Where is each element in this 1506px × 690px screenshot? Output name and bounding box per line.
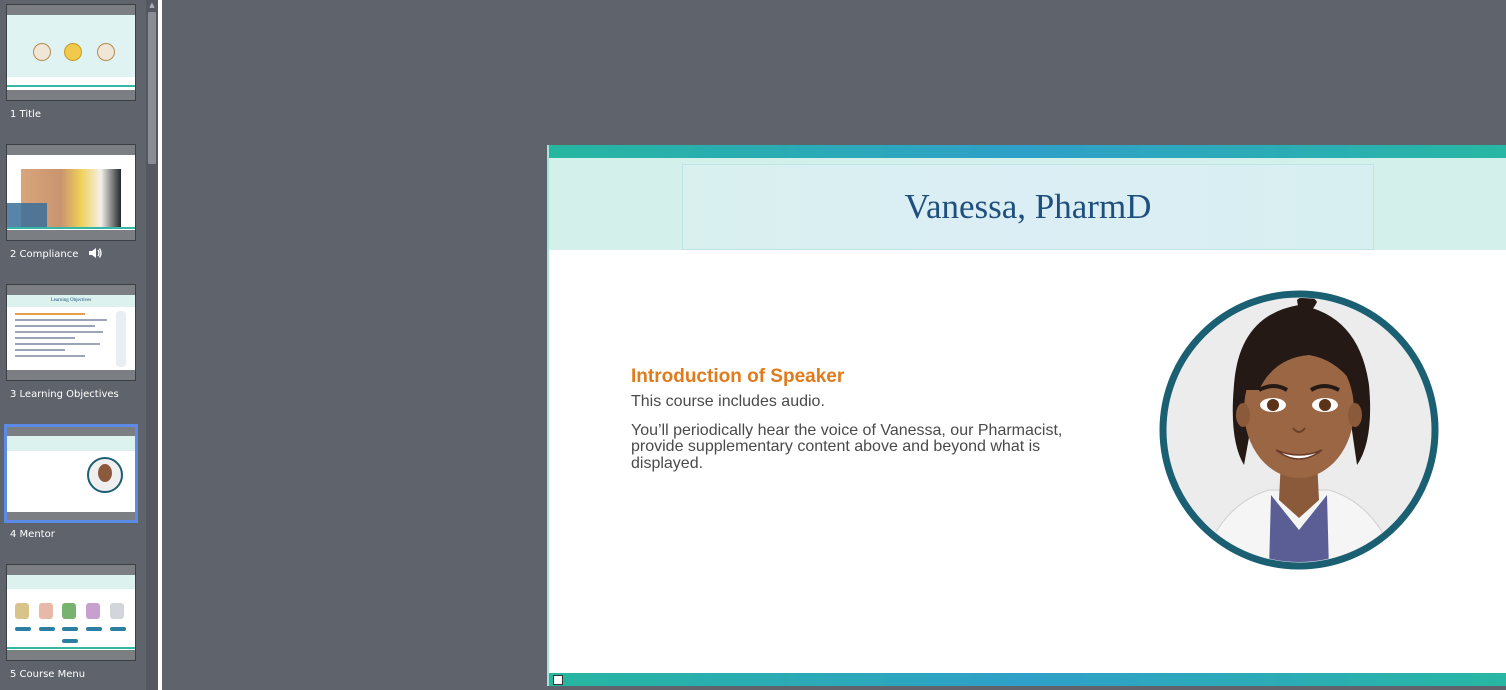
notes-toggle-icon[interactable] <box>553 675 563 685</box>
menu-icon-4 <box>86 603 100 619</box>
intro-paragraph-2: You’ll periodically hear the voice of Vanessa, our Pharmacist, provide supplementary content above and beyond what is displayed. <box>631 421 1063 472</box>
title-placeholder[interactable] <box>682 164 1374 250</box>
menu-button-2 <box>39 627 55 631</box>
menu-button-1 <box>15 627 31 631</box>
menu-icon-3 <box>62 603 76 619</box>
thumb-bottom-band <box>7 370 135 380</box>
thumb-top-band <box>7 145 135 155</box>
scroll-up-icon[interactable]: ▲ <box>149 1 155 9</box>
scrollbar-thumb[interactable] <box>148 12 156 164</box>
menu-button-6 <box>62 639 78 643</box>
person-avatar-icon <box>97 43 115 61</box>
slide-thumbnail-4[interactable] <box>4 424 138 523</box>
panel-divider[interactable] <box>158 0 162 690</box>
thumb-bottom-band <box>7 650 135 660</box>
doctor-avatar-icon <box>33 43 51 61</box>
menu-button-3 <box>62 627 78 631</box>
menu-icon-1 <box>15 603 29 619</box>
thumb-text-line <box>15 337 75 339</box>
slide-label-1[interactable]: 1 Title <box>10 109 41 120</box>
thumb-title-band <box>7 436 135 451</box>
thumb-text-line <box>15 343 100 345</box>
slide-title: Vanessa, PharmD <box>904 187 1152 226</box>
thumb-title-band <box>7 575 135 589</box>
thumb-top-band <box>7 565 135 575</box>
slide-label-5[interactable]: 5 Course Menu <box>10 669 86 680</box>
slide-label-2[interactable]: 2 Compliance <box>10 249 79 260</box>
slide-top-bar <box>549 145 1506 158</box>
thumb-top-band <box>7 5 135 15</box>
thumb-top-band <box>7 427 135 436</box>
thumb-accent-line <box>7 85 135 87</box>
slide-thumbnail-2[interactable] <box>6 144 136 241</box>
menu-icon-2 <box>39 603 53 619</box>
thumb-text-line <box>15 355 85 357</box>
intro-heading: Introduction of Speaker <box>631 366 845 387</box>
pharmacist-avatar[interactable] <box>1159 290 1439 570</box>
slide-thumbnail-panel <box>0 0 158 690</box>
thumb-text-line <box>15 313 85 315</box>
thumb-accent-line <box>7 227 135 229</box>
thumb-bottom-band <box>7 230 135 240</box>
compliance-overlay <box>7 203 47 227</box>
intro-paragraph-1: This course includes audio. <box>631 393 825 410</box>
slide-thumbnail-1[interactable] <box>6 4 136 101</box>
content-placeholder[interactable] <box>631 366 1091 484</box>
slide-label-4[interactable]: 4 Mentor <box>10 529 55 540</box>
menu-button-5 <box>110 627 126 631</box>
thumb-text-line <box>15 319 107 321</box>
slide-thumbnail-3[interactable] <box>6 284 136 381</box>
thumb-bottom-band <box>7 512 135 520</box>
menu-button-4 <box>86 627 102 631</box>
thumb-bottom-band <box>7 90 135 100</box>
slide-canvas <box>547 145 1506 686</box>
thumb-text-line <box>15 325 95 327</box>
slide-label-3[interactable]: 3 Learning Objectives <box>10 389 119 400</box>
pharmacist-figure-icon <box>116 311 126 367</box>
thumb-accent-line <box>7 647 135 649</box>
slide-bottom-bar <box>549 673 1506 686</box>
thumb-heading: Learning Objectives <box>50 298 92 303</box>
puzzle-icon <box>64 43 82 61</box>
slide-thumbnail-5[interactable] <box>6 564 136 661</box>
menu-icon-5 <box>110 603 124 619</box>
thumb-top-band <box>7 285 135 295</box>
speaker-icon[interactable] <box>88 247 102 259</box>
thumb-text-line <box>15 331 103 333</box>
thumb-text-line <box>15 349 65 351</box>
mentor-avatar-icon <box>87 457 123 493</box>
